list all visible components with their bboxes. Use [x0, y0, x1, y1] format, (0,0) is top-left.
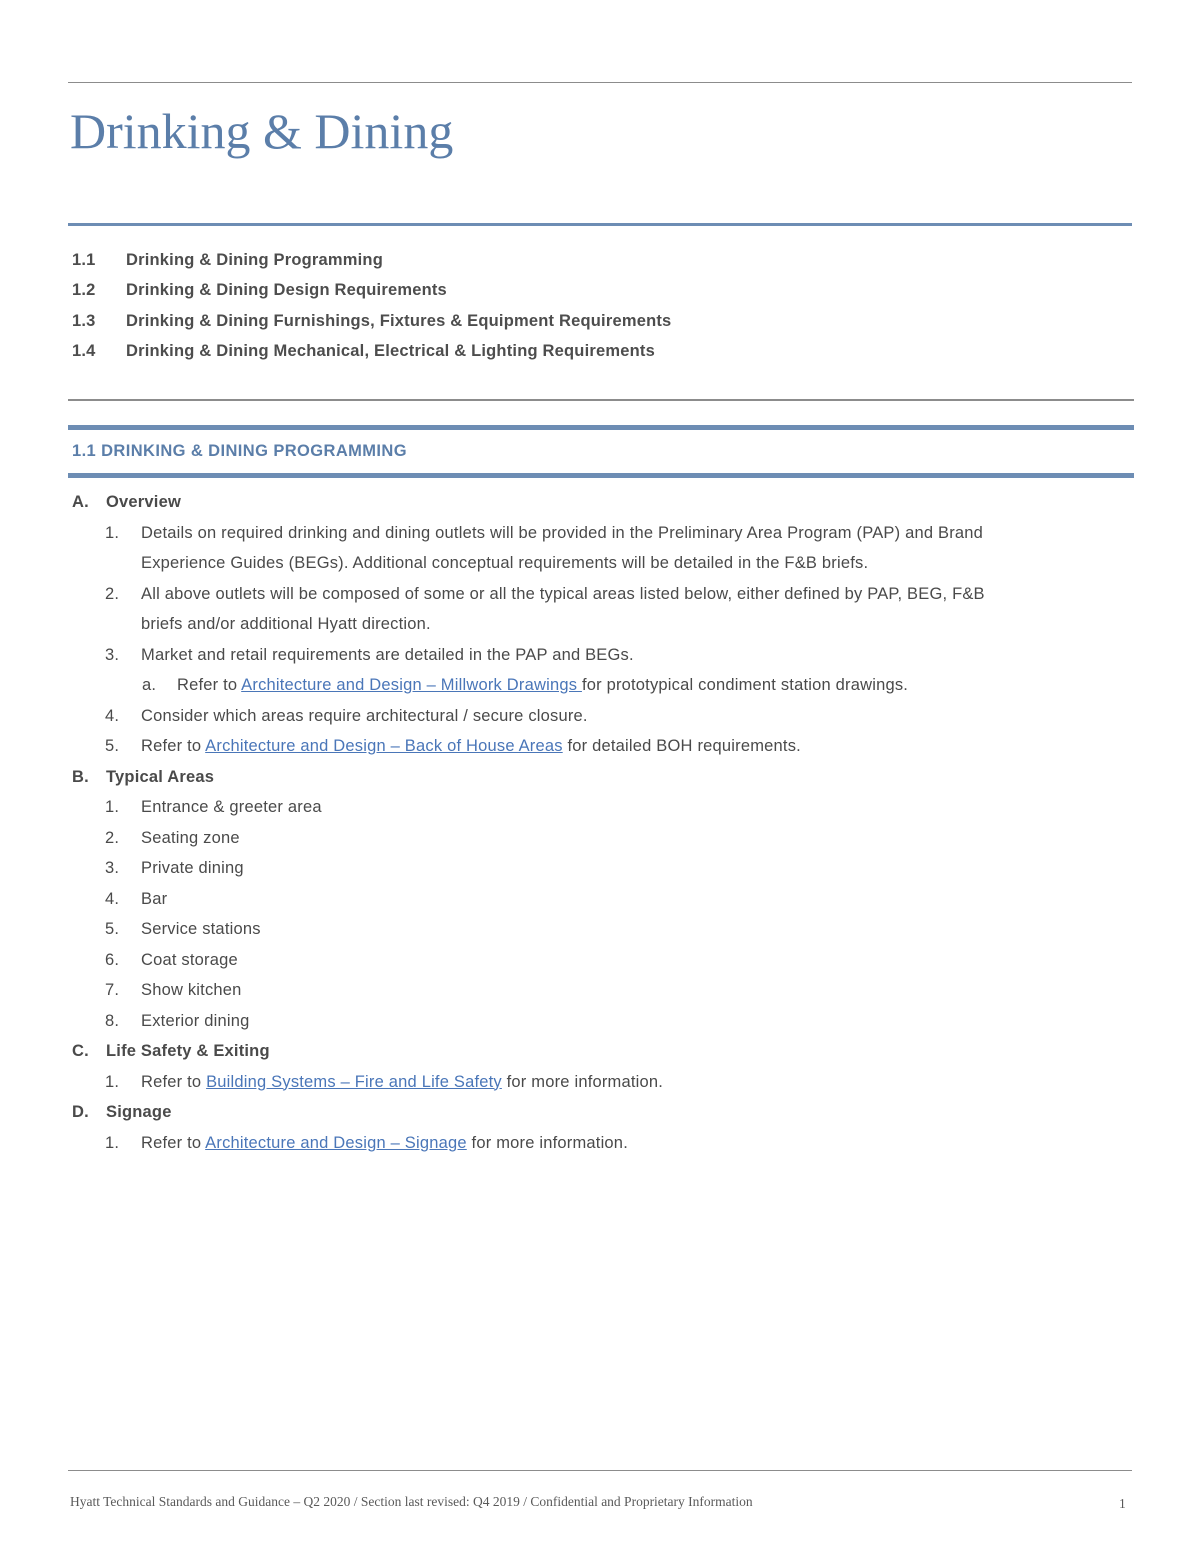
- list-item: [72, 704, 1132, 735]
- list-text: Entrance & greeter area: [141, 798, 322, 816]
- list-item: [72, 1009, 1132, 1040]
- list-number: 4.: [105, 889, 120, 908]
- list-text: Consider which areas require architectural / secure closure.: [141, 706, 588, 725]
- list-text-suffix: for more information.: [501, 1072, 664, 1091]
- list-number: 5.: [105, 737, 120, 755]
- list-number: 5.: [105, 920, 120, 938]
- page-title: Drinking & Dining: [70, 103, 454, 159]
- toc-number: 1.2: [72, 281, 96, 300]
- list-item: [72, 917, 1132, 948]
- toc-entry[interactable]: [72, 339, 671, 369]
- list-number: 7.: [105, 981, 120, 999]
- list-number: 4.: [105, 706, 120, 725]
- footer-text: Hyatt Technical Standards and Guidance – Q2 2020 / Section last revised: Q4 2019 / Confidential and Proprietary Information: [70, 1494, 753, 1509]
- section-body: [72, 490, 1132, 1161]
- list-text-prefix: Refer to: [141, 1072, 207, 1091]
- list-text: Service stations: [141, 920, 261, 938]
- list-text: Market and retail requirements are detailed in the PAP and BEGs.: [141, 645, 634, 664]
- sub-list-letter: a.: [142, 676, 157, 694]
- list-text: Bar: [141, 889, 168, 908]
- sub-list-item: [72, 673, 1132, 704]
- list-text: Details on required drinking and dining outlets will be provided in the Preliminary Area Program (PAP) and Brand: [141, 523, 984, 542]
- list-text-prefix: Refer to: [177, 676, 242, 694]
- list-item-continuation: [72, 612, 1132, 643]
- list-number: 6.: [105, 950, 120, 969]
- list-number: 3.: [105, 859, 120, 877]
- list-item-continuation: [72, 551, 1132, 582]
- list-item: [72, 582, 1132, 613]
- toc-number: 1.3: [72, 311, 96, 330]
- toc-label: Drinking & Dining Mechanical, Electrical & Lighting Requirements: [126, 342, 655, 361]
- list-number: 3.: [105, 645, 120, 664]
- toc-entry[interactable]: [72, 278, 671, 308]
- list-text: Seating zone: [141, 828, 240, 847]
- list-number: 1.: [105, 1072, 120, 1091]
- footer-rule: [68, 1470, 1132, 1471]
- page-number: 1: [1119, 1496, 1126, 1511]
- toc-entry[interactable]: [72, 248, 671, 278]
- link-fire-and-life-safety[interactable]: Building Systems – Fire and Life Safety: [206, 1072, 502, 1091]
- link-signage[interactable]: Architecture and Design – Signage: [205, 1133, 467, 1152]
- list-text: Show kitchen: [141, 981, 242, 999]
- subsection-heading-signage: [72, 1100, 1132, 1131]
- subsection-letter: C.: [72, 1042, 89, 1060]
- subsection-title: Overview: [106, 493, 181, 511]
- list-item: [72, 856, 1132, 887]
- list-text: briefs and/or additional Hyatt direction.: [141, 615, 431, 633]
- list-text: Experience Guides (BEGs). Additional conceptual requirements will be detailed in the F&B briefs.: [141, 554, 869, 572]
- toc-divider: [68, 399, 1134, 401]
- list-item: [72, 1070, 1132, 1101]
- list-number: 2.: [105, 584, 120, 603]
- list-text: Coat storage: [141, 950, 238, 969]
- list-number: 8.: [105, 1011, 120, 1030]
- section-heading: 1.1 DRINKING & DINING PROGRAMMING: [72, 442, 407, 460]
- list-number: 1.: [105, 798, 120, 816]
- section-heading-rule-top: [68, 425, 1134, 430]
- list-item: [72, 1131, 1132, 1162]
- list-text: Private dining: [141, 859, 244, 877]
- subsection-heading-overview: [72, 490, 1132, 521]
- subsection-letter: D.: [72, 1103, 89, 1121]
- link-back-of-house-areas[interactable]: Architecture and Design – Back of House Areas: [205, 737, 563, 755]
- list-item: [72, 643, 1132, 674]
- subsection-title: Signage: [106, 1103, 172, 1121]
- list-item: [72, 978, 1132, 1009]
- list-text-prefix: Refer to: [141, 1133, 206, 1152]
- title-underline: [68, 223, 1132, 226]
- table-of-contents: [72, 248, 671, 370]
- list-item: [72, 734, 1132, 765]
- subsection-letter: A.: [72, 493, 89, 511]
- toc-label: Drinking & Dining Programming: [126, 251, 383, 269]
- link-millwork-drawings[interactable]: Architecture and Design – Millwork Drawings: [241, 676, 582, 694]
- subsection-title: Life Safety & Exiting: [106, 1042, 270, 1060]
- subsection-heading-life-safety: [72, 1039, 1132, 1070]
- list-text-suffix: for detailed BOH requirements.: [562, 737, 801, 755]
- top-rule: [68, 82, 1132, 83]
- list-item: [72, 948, 1132, 979]
- list-item: [72, 887, 1132, 918]
- list-text: All above outlets will be composed of some or all the typical areas listed below, either defined by PAP, BEG, F&B: [141, 584, 985, 603]
- toc-label: Drinking & Dining Design Requirements: [126, 281, 447, 300]
- subsection-heading-typical-areas: [72, 765, 1132, 796]
- list-text-suffix: for prototypical condiment station drawings.: [581, 676, 909, 694]
- toc-entry[interactable]: [72, 309, 671, 339]
- list-item: [72, 521, 1132, 552]
- list-number: 2.: [105, 828, 120, 847]
- list-text-suffix: for more information.: [466, 1133, 628, 1152]
- toc-number: 1.1: [72, 251, 96, 269]
- toc-label: Drinking & Dining Furnishings, Fixtures & Equipment Requirements: [126, 311, 672, 330]
- subsection-letter: B.: [72, 767, 89, 786]
- list-item: [72, 795, 1132, 826]
- list-number: 1.: [105, 1133, 120, 1152]
- list-text: Exterior dining: [141, 1011, 250, 1030]
- section-heading-rule-bottom: [68, 473, 1134, 478]
- list-text-prefix: Refer to: [141, 737, 206, 755]
- toc-number: 1.4: [72, 342, 96, 361]
- list-number: 1.: [105, 523, 120, 542]
- list-item: [72, 826, 1132, 857]
- subsection-title: Typical Areas: [106, 767, 215, 786]
